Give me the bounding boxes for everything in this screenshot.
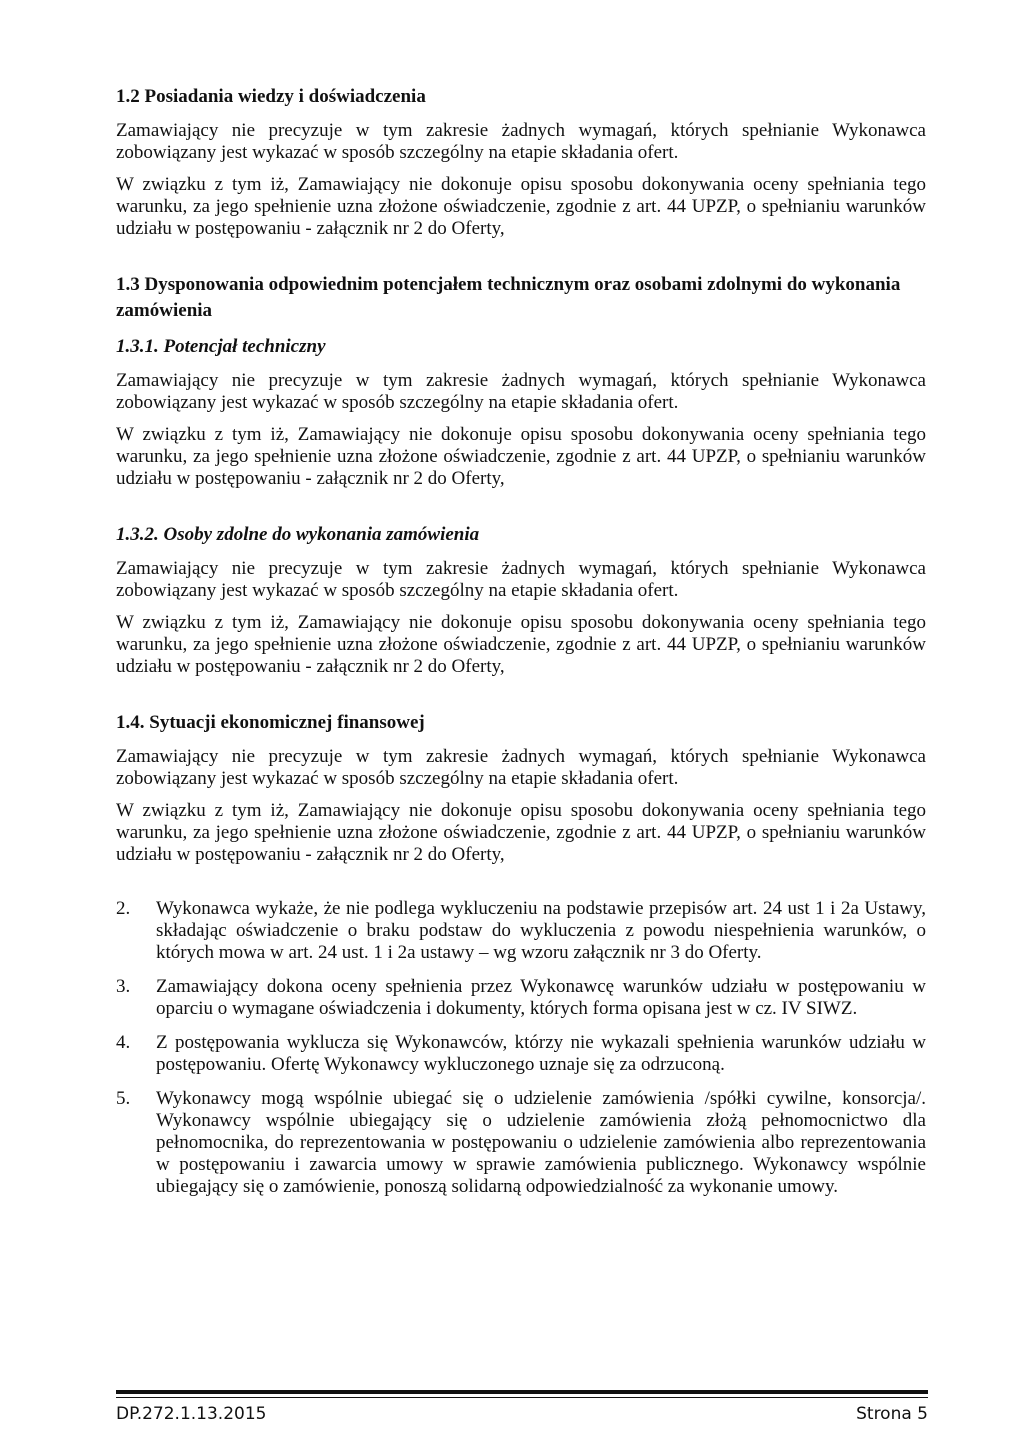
list-item-text: Zamawiający dokona oceny spełnienia przez Wykonawcę warunków udziału w postępowaniu w oparciu o wymagane oświadczenia i dokumenty, których forma opisana jest w cz. IV SIWZ. — [156, 976, 926, 1019]
section-1-4-paragraph-1: Zamawiający nie precyzuje w tym zakresie żadnych wymagań, których spełnianie Wykonawca zobowiązany jest wykazać w sposób szczególny na etapie składania ofert. — [116, 746, 926, 789]
page-content — [116, 84, 926, 1210]
section-1-2-paragraph-1: Zamawiający nie precyzuje w tym zakresie żadnych wymagań, których spełnianie Wykonawca zobowiązany jest wykazać w sposób szczególny na etapie składania ofert. — [116, 120, 926, 163]
list-item-number: 2. — [116, 898, 131, 919]
numbered-list — [116, 898, 926, 1198]
section-1-3-1-paragraph-2: W związku z tym iż, Zamawiający nie dokonuje opisu sposobu dokonywania oceny spełniania tego warunku, za jego spełnienie uzna złożone oświadczenie, zgodnie z art. 44 UPZP, o spełnianiu warunków udziału w postępowaniu - załącznik nr 2 do Oferty, — [116, 424, 926, 489]
list-item-text: Wykonawca wykaże, że nie podlega wykluczeniu na podstawie przepisów art. 24 ust 1 i 2a Ustawy, składając oświadczenie o braku podstaw do wykluczenia z powodu niespełnienia warunków, o których mowa w art. 24 ust. 1 i 2a ustawy – wg wzoru załącznik nr 3 do Oferty. — [156, 898, 926, 963]
section-heading-1-4: 1.4. Sytuacji ekonomicznej finansowej — [116, 712, 425, 733]
list-item-number: 4. — [116, 1032, 131, 1053]
list-item — [116, 1088, 926, 1198]
section-1-3-2-paragraph-2: W związku z tym iż, Zamawiający nie dokonuje opisu sposobu dokonywania oceny spełniania tego warunku, za jego spełnienie uzna złożone oświadczenie, zgodnie z art. 44 UPZP, o spełnianiu warunków udziału w postępowaniu - załącznik nr 2 do Oferty, — [116, 612, 926, 677]
section-1-3-2-paragraph-1: Zamawiający nie precyzuje w tym zakresie żadnych wymagań, których spełnianie Wykonawca zobowiązany jest wykazać w sposób szczególny na etapie składania ofert. — [116, 558, 926, 601]
list-item-number: 5. — [116, 1088, 131, 1109]
list-item-text: Wykonawcy mogą wspólnie ubiegać się o udzielenie zamówienia /spółki cywilne, konsorcja/. Wykonawcy wspólnie ubiegający się o udzielenie zamówienia złożą pełnomocnictwo dla pełnomocnika, do reprezentowania w postępowaniu o udzielenie zamówienia albo reprezentowania w postępowaniu i zawarcia umowy w sprawie zamówienia publicznego. Wykonawcy wspólnie ubiegający się o zamówienie, ponoszą solidarną odpowiedzialność za wykonanie umowy. — [156, 1088, 926, 1197]
section-heading-1-3-2: 1.3.2. Osoby zdolne do wykonania zamówienia — [116, 524, 480, 545]
footer-rule-thick — [116, 1390, 928, 1394]
section-1-4-paragraph-2: W związku z tym iż, Zamawiający nie dokonuje opisu sposobu dokonywania oceny spełniania tego warunku, za jego spełnienie uzna złożone oświadczenie, zgodnie z art. 44 UPZP, o spełnianiu warunków udziału w postępowaniu - załącznik nr 2 do Oferty, — [116, 800, 926, 865]
section-heading-1-3-1: 1.3.1. Potencjał techniczny — [116, 336, 326, 357]
list-item — [116, 976, 926, 1020]
footer-rule-thin — [116, 1397, 928, 1398]
list-item — [116, 1032, 926, 1076]
section-1-2-paragraph-2: W związku z tym iż, Zamawiający nie dokonuje opisu sposobu dokonywania oceny spełniania tego warunku, za jego spełnienie uzna złożone oświadczenie, zgodnie z art. 44 UPZP, o spełnianiu warunków udziału w postępowaniu - załącznik nr 2 do Oferty, — [116, 174, 926, 239]
list-item — [116, 898, 926, 964]
footer-page-number: Strona 5 — [856, 1404, 928, 1424]
list-item-text: Z postępowania wyklucza się Wykonawców, którzy nie wykazali spełnienia warunków udziału w postępowaniu. Ofertę Wykonawcy wykluczonego uznaje się za odrzuconą. — [156, 1032, 926, 1075]
section-heading-1-2: 1.2 Posiadania wiedzy i doświadczenia — [116, 86, 426, 107]
footer-document-id: DP.272.1.13.2015 — [116, 1404, 267, 1424]
list-item-number: 3. — [116, 976, 131, 997]
section-1-3-1-paragraph-1: Zamawiający nie precyzuje w tym zakresie żadnych wymagań, których spełnianie Wykonawca zobowiązany jest wykazać w sposób szczególny na etapie składania ofert. — [116, 370, 926, 413]
section-heading-1-3: 1.3 Dysponowania odpowiednim potencjałem technicznym oraz osobami zdolnymi do wykonania zamówienia — [116, 274, 901, 321]
